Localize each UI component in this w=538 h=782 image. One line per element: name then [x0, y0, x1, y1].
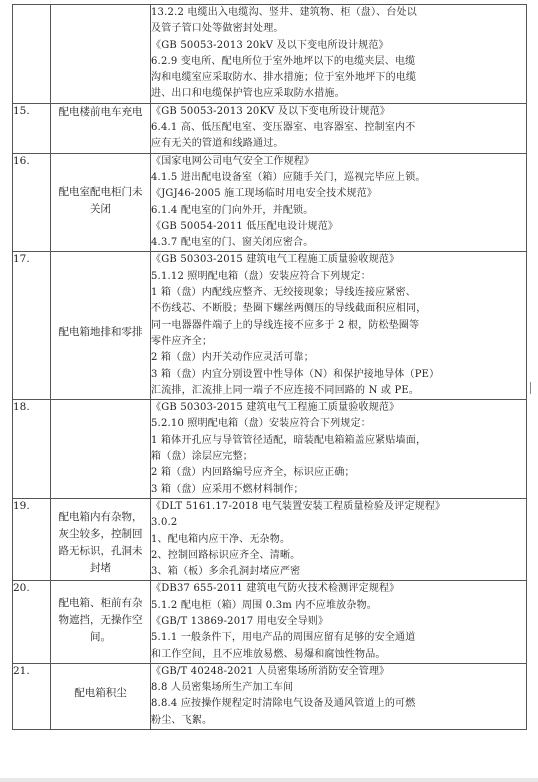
standard-text-line: 3 箱（盘）应采用不燃材料制作；: [151, 483, 304, 495]
row-number: 21.: [13, 663, 51, 729]
standard-text-line: 5.1.12 照明配电箱（盘）安装应符合下列规定：: [151, 270, 371, 282]
standard-text-line: 《GB 50303-2015 建筑电气工程施工质量验收规范》: [151, 254, 400, 266]
table-body: [13, 5, 527, 730]
row-number: 17.: [13, 252, 51, 400]
page-bottom-edge: [0, 778, 538, 782]
standard-text-line: 8.8.4 应按操作规程定时清除电气设备及通风管道上的可燃: [151, 698, 416, 710]
standard-text-line: 粉尘、飞絮。: [151, 714, 213, 726]
standard-text-cell: [151, 400, 527, 499]
standard-text-line: 1、配电箱内应干净、无杂物。: [151, 533, 291, 545]
table-row: [13, 663, 527, 729]
standard-text-cell: [151, 153, 527, 252]
standard-text-line: 6.2.9 变电所、配电所位于室外地坪以下的电缆夹层、电缆: [151, 55, 416, 67]
standard-text-line: 3、箱（板）多余孔洞封堵应严密: [151, 566, 301, 578]
hazard-item: 配电室配电柜门未关闭: [58, 185, 143, 215]
standard-text-line: 进、出口和电缆保护管也应采取防水措施。: [151, 88, 345, 100]
hazard-item: 配电箱内有杂物，灰尘较多，控制回路无标识，孔洞未封堵: [58, 510, 143, 574]
standard-text-cell: [151, 581, 527, 663]
table-row: [13, 498, 527, 580]
standard-text-line: 《JGJ46-2005 施工现场临时用电安全技术规范》: [151, 188, 378, 200]
standard-text-line: 《GB 50053-2013 20kV 及以下变电所设计规范》: [151, 39, 389, 51]
hazard-item-cell: [51, 153, 151, 252]
row-number: [13, 5, 51, 104]
standard-text-line: 5.1.2 配电柜（箱）周围 0.3m 内不应堆放杂物。: [151, 599, 377, 611]
row-number: 20.: [13, 581, 51, 663]
standard-text-cell: [151, 663, 527, 729]
standard-text-line: 《GB 50303-2015 建筑电气工程施工质量验收规范》: [151, 402, 400, 414]
standard-text-line: 《GB 50054-2011 低压配电设计规范》: [151, 220, 339, 232]
margin-cursor-mark: [530, 382, 535, 394]
hazard-item-cell: [51, 581, 151, 663]
row-number: 15.: [13, 103, 51, 153]
hazard-item-cell: [51, 252, 151, 400]
standard-text-line: 不伤线芯、不断股；垫圈下螺丝两侧压的导线截面积应相同，: [151, 303, 427, 315]
hazard-item: 配电箱、柜前有杂物遮挡，无操作空间。: [58, 597, 143, 644]
hazard-item: 配电箱地排和零排: [58, 326, 143, 339]
standard-text-line: 同一电器器件端子上的导线连接不应多于 2 根，防松垫圈等: [151, 319, 420, 331]
standard-text-line: 3.0.2: [151, 517, 178, 529]
hazard-item-cell: [51, 400, 151, 499]
standard-text-line: 6.1.4 配电室的门向外开，并配锁。: [151, 204, 314, 216]
hazard-item-cell: [51, 5, 151, 104]
standard-text-line: 1 箱体开孔应与导管管径适配，暗装配电箱箱盖应紧贴墙面，: [151, 434, 427, 446]
standard-text-line: 13.2.2 电缆出入电缆沟、竖井、建筑物、柜（盘）、台处以: [151, 7, 417, 18]
standard-text-line: 《GB 50053-2013 20KV 及以下变电所设计规范》: [151, 105, 391, 117]
standard-text-line: 2 箱（盘）内开关动作应灵活可靠；: [151, 352, 314, 364]
row-number: 19.: [13, 498, 51, 580]
standard-text-line: 5.1.1 一般条件下，用电产品的周围应留有足够的安全通道: [151, 632, 416, 644]
standard-text-line: 5.2.10 照明配电箱（盘）安装应符合下列规定：: [151, 418, 371, 430]
standard-text-line: 《DB37 655-2011 建筑电气防火技术检测评定规程》: [151, 583, 400, 595]
standard-text-line: 零件应齐全；: [151, 335, 213, 347]
standard-text-cell: [151, 498, 527, 580]
standard-text-line: 1 箱（盘）内配线应整齐、无绞接现象；导线连接应紧密、: [151, 287, 416, 299]
table-row: [13, 400, 527, 499]
standard-text-line: 2 箱（盘）内回路编号应齐全，标识应正确；: [151, 467, 355, 479]
standard-text-line: 汇流排，汇流排上同一端子不应连接不同回路的 N 或 PE。: [151, 384, 420, 396]
standard-text-cell: [151, 252, 527, 400]
hazard-item-cell: [51, 103, 151, 153]
standard-text-line: 3 箱（盘）内宜分别设置中性导体（N）和保护接地导体（PE）: [151, 368, 440, 380]
standard-text-line: 《GB/T 40248-2021 人员密集场所消防安全管理》: [151, 665, 390, 677]
table-row: [13, 252, 527, 400]
standard-text-line: 和工作空间，且不应堆放易燃、易爆和腐蚀性物品。: [151, 648, 386, 660]
standard-text-line: 《DLT 5161.17-2018 电气装置安装工程质量检验及评定规程》: [151, 500, 446, 512]
hazard-item-cell: [51, 498, 151, 580]
hazard-item-cell: [51, 663, 151, 729]
standard-text-line: 4.1.5 进出配电设备室（箱）应随手关门，巡视完毕应上锁。: [151, 171, 426, 183]
standard-text-line: 及管子管口处等做密封处理。: [151, 23, 284, 35]
row-number: 18.: [13, 400, 51, 499]
standard-text-line: 箱（盘）涂层应完整；: [151, 451, 253, 463]
standard-text-line: 6.4.1 高、低压配电室、变压器室、电容器室、控制室内不: [151, 122, 416, 134]
row-number: 16.: [13, 153, 51, 252]
standard-text-line: 2、控制回路标识应齐全、清晰。: [151, 549, 301, 561]
table-row: [13, 103, 527, 153]
standard-text-line: 应有无关的管道和线路通过。: [151, 138, 284, 150]
table-row: [13, 5, 527, 104]
standard-text-cell: [151, 5, 527, 104]
standard-text-line: 沟和电缆室应采取防水、排水措施；位于室外地坪下的电缆: [151, 72, 417, 84]
standard-text-line: 《国家电网公司电气安全工作规程》: [151, 155, 315, 167]
table-row: [13, 581, 527, 663]
standard-text-line: 4.3.7 配电室的门、窗关闭应密合。: [151, 237, 314, 249]
standard-text-line: 《GB/T 13869-2017 用电安全导则》: [151, 615, 329, 627]
standard-text-line: 8.8 人员密集场所生产加工车间: [151, 682, 294, 694]
standard-text-cell: [151, 103, 527, 153]
table-row: [13, 153, 527, 252]
hazard-item: 配电箱积尘: [74, 686, 127, 699]
hazard-item: 配电楼前电车充电: [58, 105, 143, 118]
regulation-table: [12, 4, 527, 730]
